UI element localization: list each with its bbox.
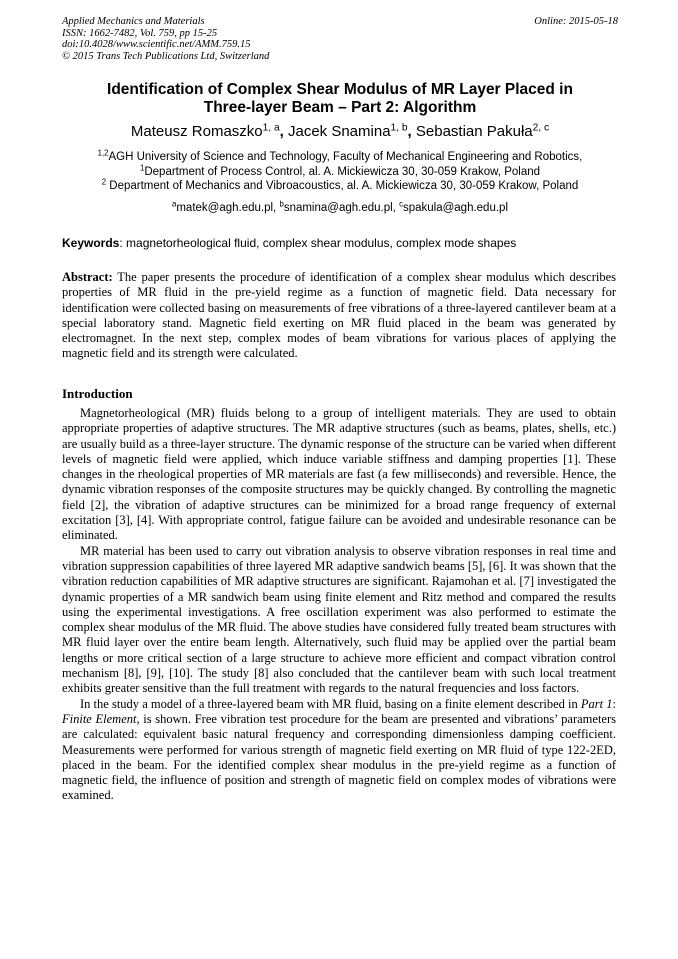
paper-title — [62, 81, 618, 117]
author-emails — [62, 201, 618, 215]
abstract — [62, 270, 616, 362]
paragraph-text: In the study a model of a three-layered beam with MR fluid, basing on a finite element described in — [80, 696, 581, 711]
paragraph: Magnetorheological (MR) fluids belong to a group of intelligent materials. They are used to obtain appropriate properties of adaptive structures. The MR adaptive structures (such as beams, plates, shells, etc.) are usually build as a three-layer structure. The dynamic response of the structure can be varied when different levels of magnetic field were applied, which induce variable stiffness and damping properties [1]. These changes in the rheological properties of MR materials are fast (a few milliseconds) and reversible. Hence, the dynamic vibration responses of the composite structures may be quickly changed. By controlling the magnetic field [2], the vibration of adaptive structures can be minimized for a broad range frequency of external excitation [3], [4]. With appropriate control, fatigue failure can be avoided and undesirable resonance can be eliminated. — [62, 406, 616, 543]
keywords-text: : magnetorheological fluid, complex shear modulus, complex mode shapes — [119, 236, 517, 250]
author-name: Mateusz Romaszko — [130, 123, 263, 140]
affiliation-line — [62, 165, 618, 180]
paragraph-text: : — [612, 696, 616, 711]
journal-name: Applied Mechanics and Materials — [62, 16, 205, 27]
email-superscript: a — [171, 199, 177, 209]
affiliation-line — [62, 179, 618, 194]
online-date: Online: 2015-05-18 — [534, 16, 618, 27]
author-name: Jacek Snamina — [287, 123, 391, 140]
introduction-body — [62, 406, 616, 804]
paragraph: MR material has been used to carry out vibration analysis to observe vibration responses in real time and vibration suppression capabilities of three layered MR adaptive sandwich beams [5], [6]. It was shown that the vibration reduction capabilities of MR adaptive structures are significant. Rajamohan et al. [7] investigated the dynamic properties of a MR sandwich beam using finite element and Ritz method and compared the results using the experimental investigations. A free oscillation experiment was also performed to estimate the complex shear modulus of the MR fluid. The above studies have considered fully treated beam structures with MR fluid layer over the entire beam length. Alternatively, such fluid may be applied over the partial beam lengths or more critical section of a large structure to achieve more efficient and compact vibration control mechanism [8], [9], [10]. The study [8] also concluded that the cantilever beam with such local treatment exhibits greater sensitive than the full treatment with regards to the natural frequencies and loss factors. — [62, 543, 616, 696]
keywords — [62, 236, 618, 250]
author-superscript: 1, a — [262, 122, 280, 134]
italic-reference: Finite Element — [62, 711, 137, 726]
email-superscript: b — [279, 199, 284, 209]
author-separator: , — [279, 123, 288, 140]
doi-line: doi:10.4028/www.scientific.net/AMM.759.15 — [62, 39, 251, 50]
author-name: Sebastian Pakuła — [415, 123, 533, 140]
paragraph-text: , is shown. Free vibration test procedure for the beam are presented and vibrations’ parameters are calculated: equivalent basic natural frequency and corresponding dimensionless damping coefficient. Measurements were performed for various strength of magnetic field exerting on MR fluid of type 122-2ED, placed in the beam. For the identified complex shear modulus in the pre-yield regime as a function of magnetic field, the influence of position and strength of magnetic field on complex modes of vibrations were examined. — [62, 711, 616, 803]
email-link[interactable]: matek@agh.edu.pl, — [176, 202, 280, 214]
email-link[interactable]: snamina@agh.edu.pl, — [283, 202, 400, 214]
section-heading-introduction: Introduction — [62, 386, 133, 401]
affiliation-text: Department of Process Control, al. A. Mickiewicza 30, 30-059 Krakow, Poland — [144, 165, 541, 178]
affiliation-superscript: 1 — [139, 163, 145, 173]
abstract-label: Abstract: — [62, 270, 113, 284]
affiliation-superscript: 1,2 — [97, 148, 109, 158]
email-link[interactable]: spakula@agh.edu.pl — [402, 202, 508, 214]
email-superscript: c — [399, 199, 403, 209]
italic-reference: Part 1 — [580, 696, 613, 711]
paragraph — [62, 697, 616, 804]
affiliation-line — [62, 150, 618, 165]
author-list — [62, 123, 618, 141]
title-line-2: Three-layer Beam – Part 2: Algorithm — [203, 99, 477, 116]
affiliations — [62, 150, 618, 194]
abstract-text: The paper presents the procedure of identification of a complex shear modulus which describes properties of MR fluid in the pre-yield regime as a function of magnetic field. Data necessary for identification were collected basing on measurements of free vibrations of a three-layered cantilever beam at a special laboratory stand. Magnetic field exerting on MR fluid placed in the beam was generated by electromagnet. In the next step, complex modes of beam vibrations for various places of applying the magnetic field and its strength were calculated. — [62, 270, 616, 361]
author-superscript: 2, c — [532, 122, 550, 134]
affiliation-superscript: 2 — [101, 177, 107, 187]
author-superscript: 1, b — [390, 122, 408, 134]
issn-line: ISSN: 1662-7482, Vol. 759, pp 15-25 — [62, 27, 218, 39]
journal-header — [62, 16, 618, 62]
copyright-line: © 2015 Trans Tech Publications Ltd, Switzerland — [62, 50, 270, 62]
affiliation-text: AGH University of Science and Technology, Faculty of Mechanical Engineering and Robotics, — [108, 151, 583, 163]
author-separator: , — [407, 123, 416, 140]
title-line-1: Identification of Complex Shear Modulus of MR Layer Placed in — [107, 81, 573, 98]
keywords-label: Keywords — [62, 236, 120, 250]
affiliation-text: Department of Mechanics and Vibroacoustics, al. A. Mickiewicza 30, 30-059 Krakow, Poland — [106, 180, 579, 192]
